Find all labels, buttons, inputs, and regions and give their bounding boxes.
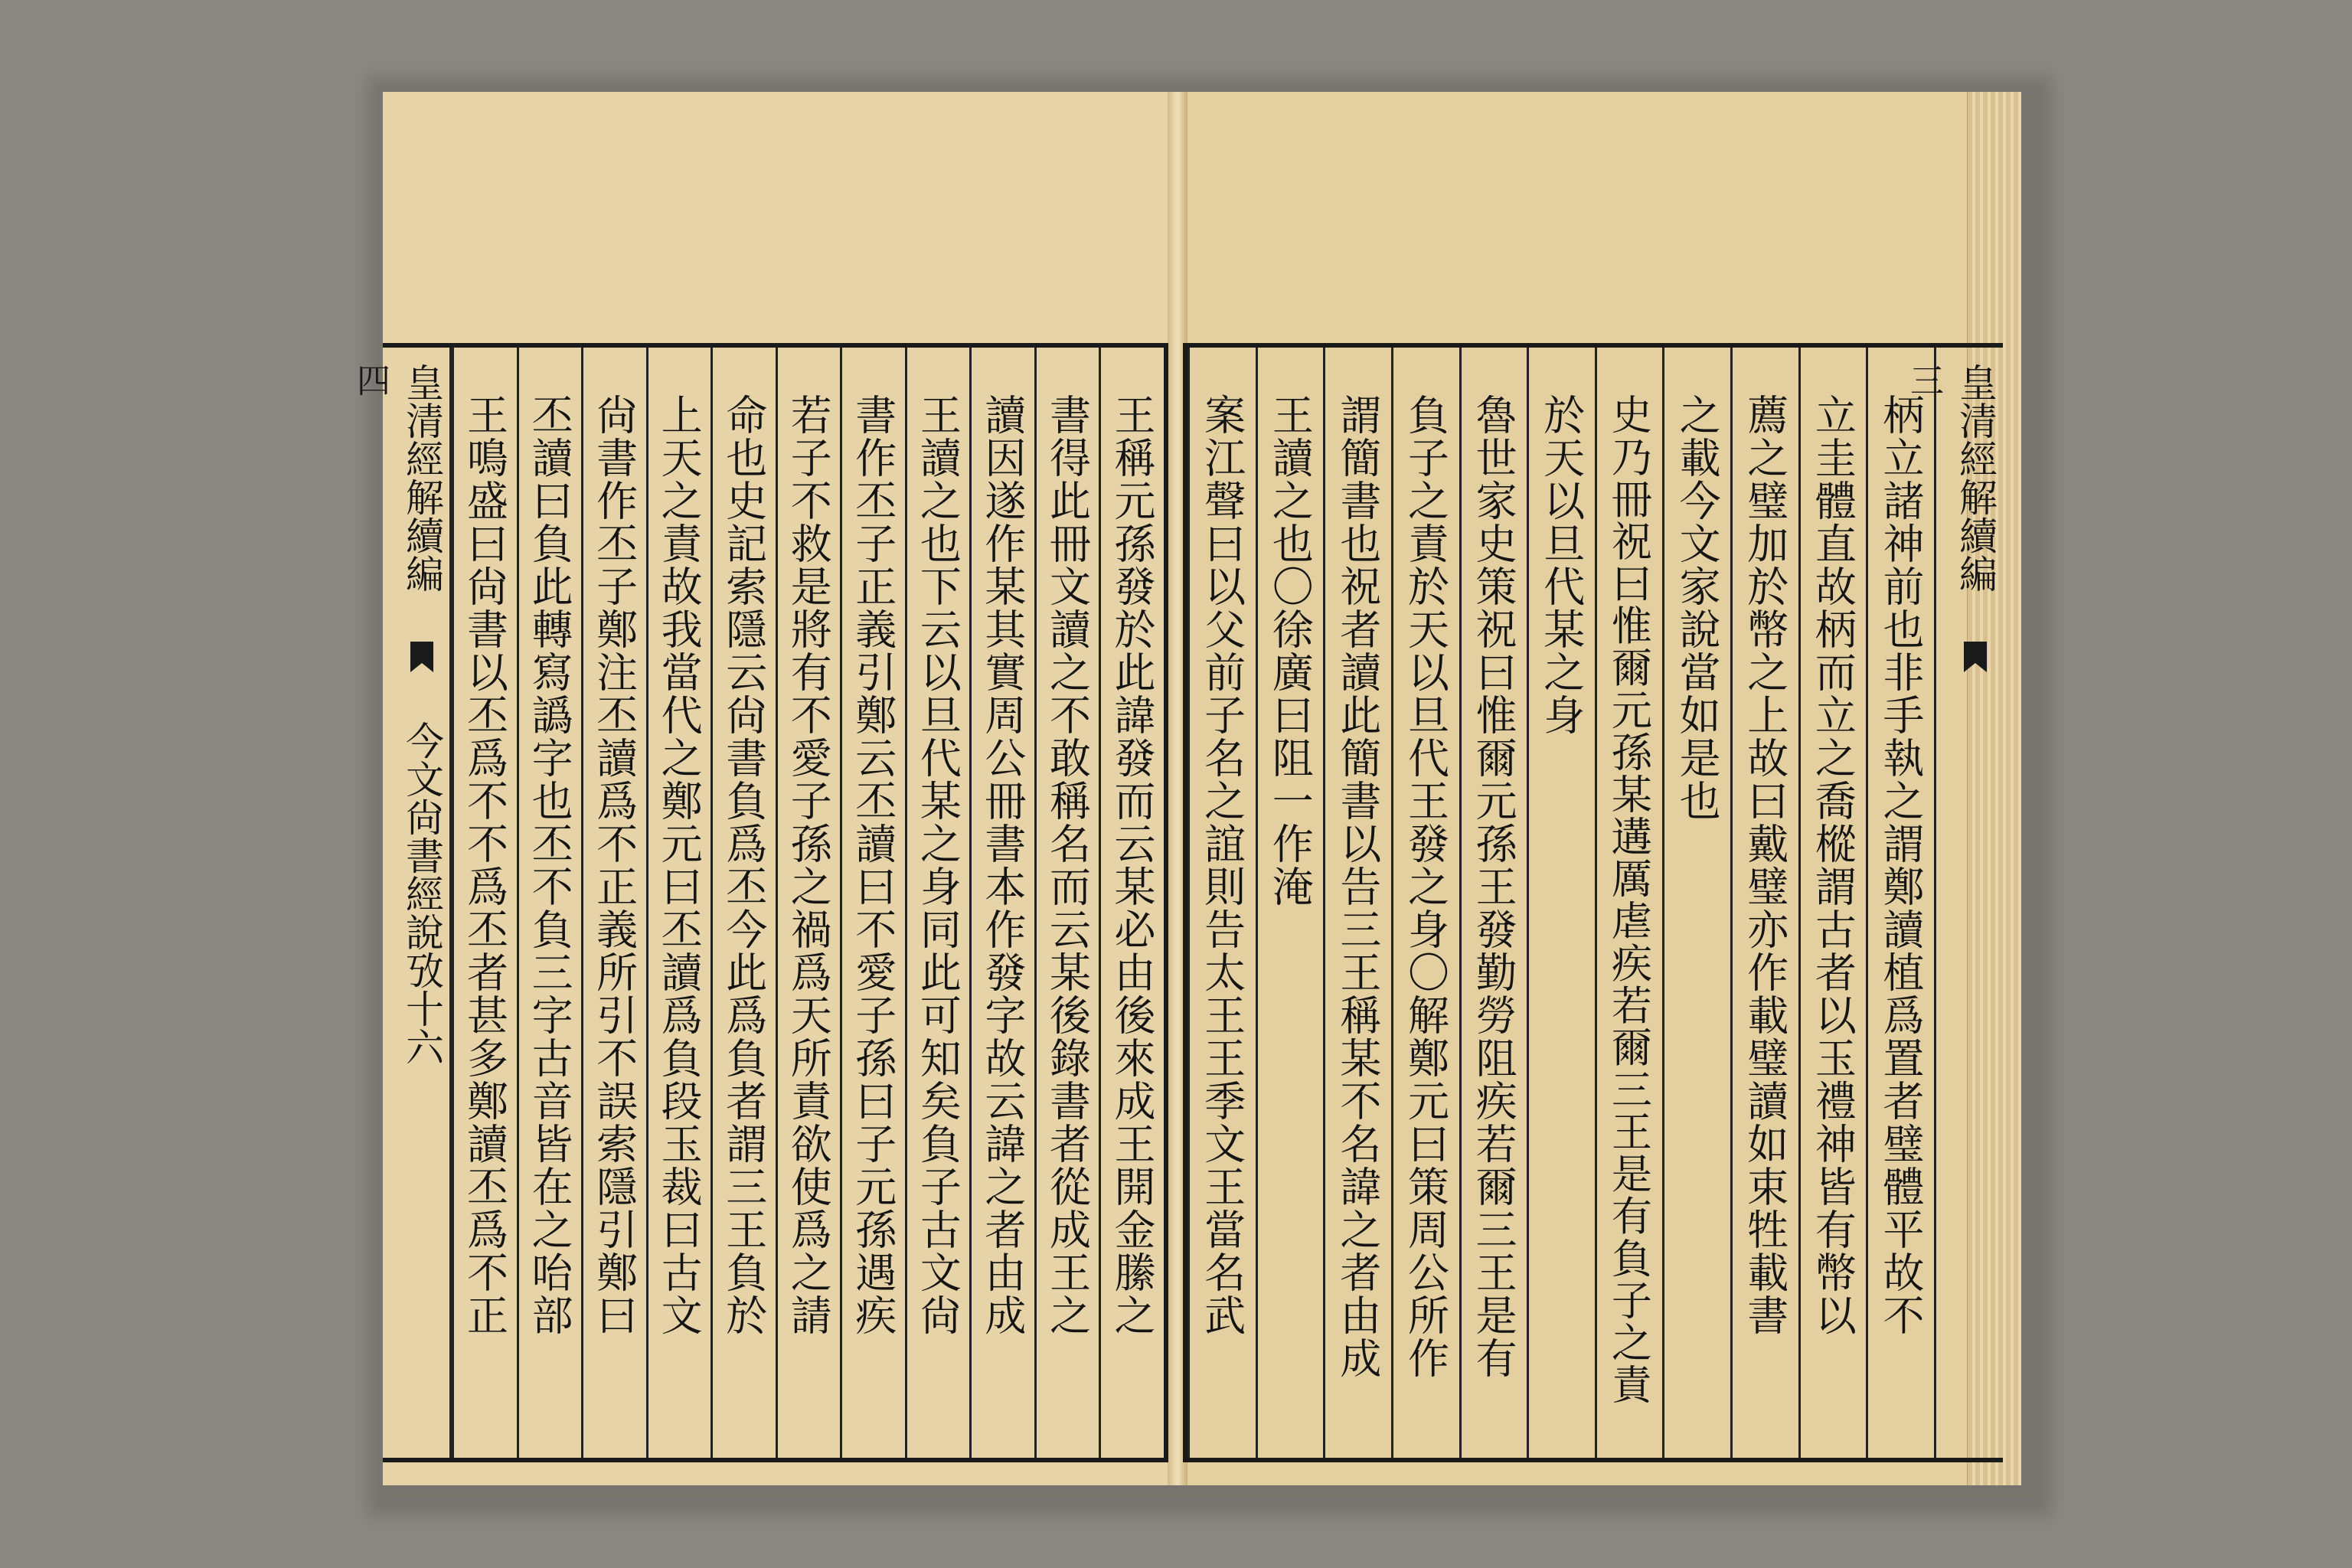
fish-tail-mark-icon [410, 642, 433, 672]
text-column: 讀因遂作某其實周公冊書本作發字故云諱之者由成 [969, 348, 1034, 1458]
text-column: 尙書作丕子鄭注丕讀爲不正義所引不誤索隱引鄭曰 [581, 348, 646, 1458]
right-margin-column [1904, 348, 2003, 1458]
text-column: 若子不救是將有不愛子孫之禍爲天所責欲使爲之請 [776, 348, 841, 1458]
text-column: 之載今文家說當如是也 [1662, 348, 1730, 1458]
text-column: 於天以旦代某之身 [1527, 348, 1595, 1458]
text-column: 謂簡書也祝者讀此簡書以告三王稱某不名諱之者由成 [1323, 348, 1391, 1458]
text-column: 王鳴盛曰尙書以丕爲不不爲丕者甚多鄭讀丕爲不正 [452, 348, 517, 1458]
text-column: 負子之責於天以旦代王發之身〇解鄭元曰策周公所作 [1391, 348, 1459, 1458]
text-column: 命也史記索隱云尙書負爲丕今此爲負者謂三王負於 [710, 348, 776, 1458]
text-column: 史乃冊祝曰惟爾元孫某遘厲虐疾若爾三王是有負子之責 [1595, 348, 1663, 1458]
left-margin-column [351, 348, 452, 1458]
text-column: 案江聲曰以父前子名之誼則告太王王季文王當名武 [1187, 348, 1256, 1458]
text-column: 魯世家史策祝曰惟爾元孫王發勤勞阻疾若爾三王是有 [1459, 348, 1527, 1458]
text-column: 王稱元孫發於此諱發而云某必由後來成王開金縢之 [1099, 348, 1164, 1458]
text-column: 王讀之也〇徐廣曰阻一作淹 [1256, 348, 1324, 1458]
text-column: 立圭體直故柄而立之喬樅謂古者以玉禮神皆有幣以 [1798, 348, 1867, 1458]
right-text-frame [1183, 343, 2003, 1462]
right-page-number: 三 [1904, 363, 1943, 397]
left-margin-section: 今文尙書經說攷十六 [400, 721, 444, 1066]
text-column: 柄立諸神前也非手執之謂鄭讀植爲置者璧體平故不 [1866, 348, 1934, 1458]
right-margin-title: 皇清經解續編 [1953, 363, 1998, 593]
text-column: 丕讀曰負此轉寫譌字也丕不負三字古音皆在之咍部 [517, 348, 582, 1458]
text-column: 上天之責故我當代之鄭元曰丕讀爲負段玉裁曰古文 [646, 348, 711, 1458]
left-text-frame [351, 343, 1168, 1462]
left-margin-title: 皇清經解續編 [400, 363, 444, 593]
book [351, 84, 2052, 1508]
left-page-number: 四 [351, 363, 390, 397]
text-column: 薦之璧加於幣之上故曰戴璧亦作載璧讀如束牲載書 [1730, 348, 1798, 1458]
text-column: 書作丕子正義引鄭云丕讀曰不愛子孫曰子元孫遇疾 [840, 348, 905, 1458]
fish-tail-mark-icon [1964, 642, 1987, 672]
text-column: 王讀之也下云以旦代某之身同此可知矣負子古文尙 [905, 348, 970, 1458]
text-column: 書得此冊文讀之不敢稱名而云某後錄書者從成王之 [1034, 348, 1099, 1458]
